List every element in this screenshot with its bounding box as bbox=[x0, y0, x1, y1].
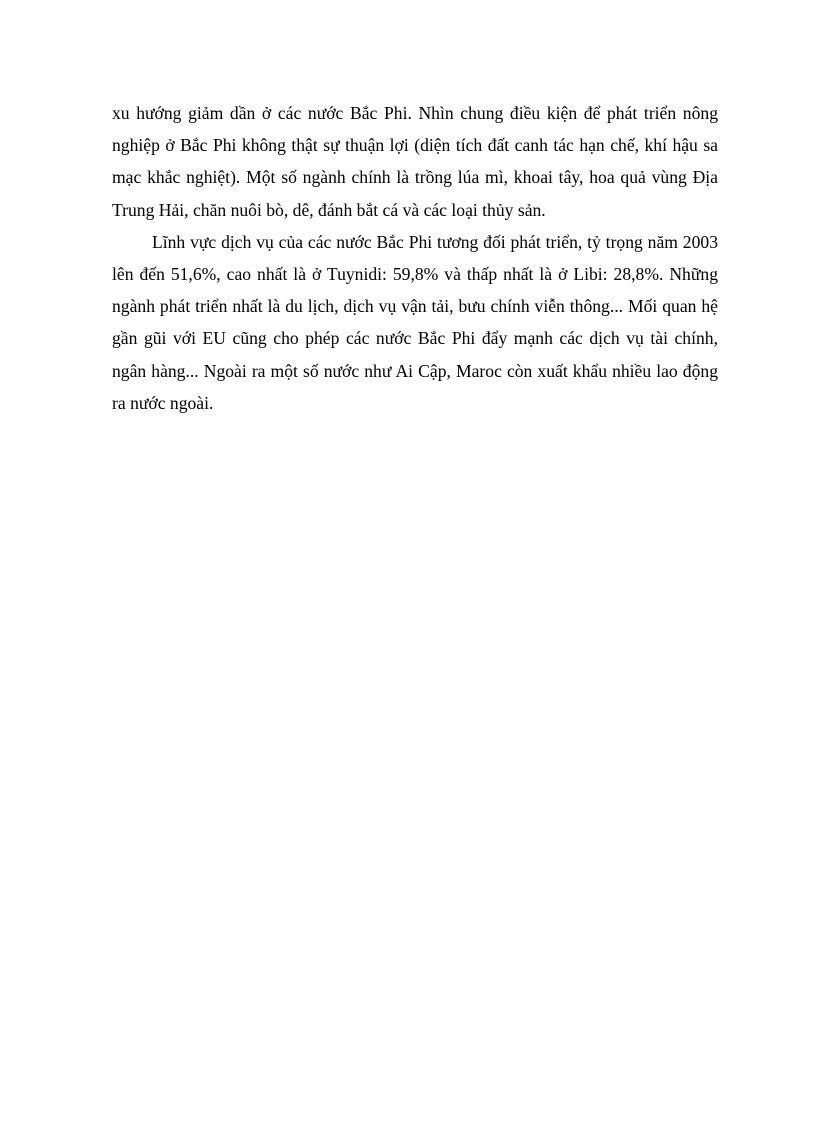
paragraph-agriculture: xu hướng giảm dần ở các nước Bắc Phi. Nhìn chung điều kiện để phát triển nông nghiệp ở Bắc Phi không thật sự thuận lợi (diện tích đất canh tác hạn chế, khí hậu sa mạc khắc nghiệt). Một số ngành chính là trồng lúa mì, khoai tây, hoa quả vùng Địa Trung Hải, chăn nuôi bò, dê, đánh bắt cá và các loại thủy sản. bbox=[112, 103, 718, 220]
paragraph-services: Lĩnh vực dịch vụ của các nước Bắc Phi tương đối phát triển, tỷ trọng năm 2003 lên đến 51,6%, cao nhất là ở Tuynidi: 59,8% và thấp nhất là ở Libi: 28,8%. Những ngành phát triển nhất là du lịch, dịch vụ vận tải, bưu chính viễn thông... Mối quan hệ gần gũi với EU cũng cho phép các nước Bắc Phi đẩy mạnh các dịch vụ tài chính, ngân hàng... Ngoài ra một số nước như Ai Cập, Maroc còn xuất khẩu nhiều lao động ra nước ngoài. bbox=[112, 231, 718, 413]
document-body bbox=[112, 97, 718, 419]
